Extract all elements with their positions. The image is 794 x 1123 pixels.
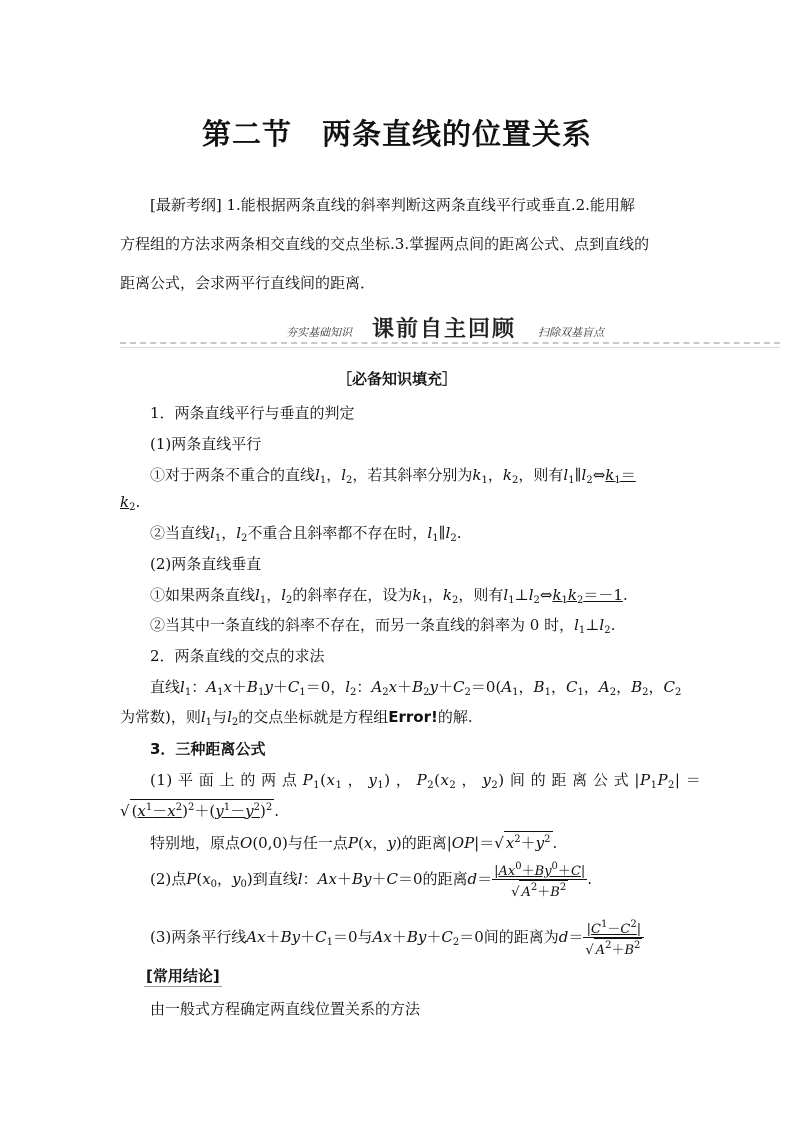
s3-item2-c: 的距离 — [422, 870, 468, 888]
s2-line1-a: 直线 — [150, 678, 181, 696]
s2-line2-a: 为常数)，则 — [120, 708, 201, 726]
s3-special: 特别地，原点O(0,0)与任一点P(x，y)的距离|OP|＝√ $x^2+y^2$ . — [150, 831, 557, 853]
banner-left-text: 夯实基础知识 — [286, 326, 352, 339]
s1-item1-c: ，则有 — [518, 466, 564, 484]
section-banner — [120, 312, 780, 346]
title-topic: 两条直线的位置关系 — [322, 117, 593, 151]
s1-item2-a: ②当直线 — [150, 524, 211, 542]
s2-title: 2．两条直线的交点的求法 — [150, 647, 325, 665]
s1-item1-a: ①对于两条不重合的直线 — [150, 466, 316, 484]
s2-line2-b: 与 — [212, 708, 228, 726]
common-conclusion-badge: [常用结论] — [146, 967, 220, 985]
s3-item1-b: 间 的 距 离 公 式 — [509, 771, 630, 789]
intro-line-3: 距离公式，会求两平行直线间的距离． — [120, 274, 376, 292]
s2-line2-c: 的交点坐标就是方程组 — [238, 708, 389, 726]
s1-item3-b: 的斜率存在，设为 — [292, 586, 413, 604]
s3-item2: (2)点$P(x_0$，$y_0$)到直线l：Ax＋By＋C＝0的距离d＝ $\frac{|Ax^0+By^0+C|}{√ A^2+B^2}$ . — [150, 861, 593, 900]
s3-item1-formula: √ $(x^1-x^2)^2+(y^1-y^2)^2$ . — [120, 799, 279, 821]
s3-item3: (3)两条平行线$Ax+By+C_1=0$与$Ax+By+C_2=0$间的距离为d＝ $\frac{|C^1-C^2|}{√ A^2+B^2}$ — [150, 918, 644, 958]
s1-title: 1．两条直线平行与垂直的判定 — [150, 404, 355, 422]
intro-line-1: 1.能根据两条直线的斜率判断这两条直线平行或垂直.2.能用解 — [226, 196, 635, 214]
s3-special-b: 与任一点 — [287, 834, 348, 852]
section-heading: ［必备知识填充］ — [336, 370, 457, 388]
banner-divider-thin — [120, 347, 780, 348]
s1-item3-c: ，则有 — [458, 586, 504, 604]
s2-line1: 直线$l_1$：$A_1x+B_1y+C_1=0$，$l_2$：$A_2x+B_2y+C_2=0(A_1$，$B_1$，$C_1$，$A_2$，$B_2$，$C_2$ — [150, 678, 682, 698]
s3-item1: (1) 平 面 上 的 两 点 $P_1(x_1$ ， $y_1$) ， $P_2(x_2$ ， $y_2$) 间 的 距 离 公 式 $|P_1P_2|$ ＝ — [150, 771, 702, 791]
parallel-lines-distance-fraction: $\frac{|C^1-C^2|}{√ A^2+B^2}$ — [583, 918, 644, 958]
s1-sub2: (2)两条直线垂直 — [150, 555, 262, 573]
s3-item2-a: (2)点 — [150, 870, 187, 888]
s3-item3-c: 间的距离为 — [483, 928, 559, 946]
s2-line2-d: 的解. — [437, 708, 473, 726]
s1-item2-b: 不重合且斜率都不存在时， — [247, 524, 428, 542]
s1-item1-b: ，若其斜率分别为 — [352, 466, 473, 484]
s3-item3-b: 与 — [357, 928, 373, 946]
s3-title: 3．三种距离公式 — [150, 740, 266, 758]
s3-item3-a: (3)两条平行线 — [150, 928, 247, 946]
s1-item4-text: ②当其中一条直线的斜率不存在，而另一条直线的斜率为 0 时， — [150, 616, 575, 634]
intro-line-2: 方程组的方法求两条相交直线的交点坐标.3.掌握两点间的距离公式、点到直线的 — [120, 235, 650, 253]
s1-item1: ①对于两条不重合的直线$l_1$，$l_2$，若其斜率分别为$k_1$，$k_2$，则有$l_1\parallel l_2\Leftrightarrow k_1=$ — [150, 466, 636, 486]
s1-item3: ①如果两条直线$l_1$，$l_2$的斜率存在，设为$k_1$，$k_2$，则有$l_1\perp l_2\Leftrightarrow k_1k_2=-1$. — [150, 586, 628, 606]
last-line: 由一般式方程确定两直线位置关系的方法 — [150, 1000, 421, 1018]
s3-item1-a: (1) 平 面 上 的 两 点 — [150, 771, 298, 789]
s2-line2: 为常数)，则$l_1$与$l_2$的交点坐标就是方程组Error!的解. — [120, 708, 473, 728]
s1-item4: ②当其中一条直线的斜率不存在，而另一条直线的斜率为 0 时，$l_1\perp l_2$. — [150, 616, 616, 636]
point-line-distance-fraction: $\frac{|Ax^0+By^0+C|}{√ A^2+B^2}$ — [494, 861, 586, 900]
banner-divider — [120, 342, 780, 344]
s1-item1-cont: $k_2$. — [120, 493, 141, 513]
s3-special-a: 特别地，原点 — [150, 834, 241, 852]
page-title — [0, 112, 794, 153]
s3-item2-b: 到直线 — [252, 870, 298, 888]
s1-item2: ②当直线$l_1$，$l_2$不重合且斜率都不存在时，$l_1\parallel l_2$. — [150, 524, 462, 544]
banner-title: 课前自主回顾 — [372, 317, 517, 342]
s1-item3-a: ①如果两条直线 — [150, 586, 256, 604]
intro-label: [最新考纲] — [150, 196, 222, 214]
intro-paragraph — [120, 186, 678, 303]
title-section-number: 第二节 — [201, 117, 292, 151]
s3-special-c: 的距离 — [401, 834, 447, 852]
s1-sub1: (1)两条直线平行 — [150, 435, 262, 453]
s2-error-text: Error! — [388, 708, 438, 726]
banner-right-text: 扫除双基盲点 — [538, 326, 604, 339]
